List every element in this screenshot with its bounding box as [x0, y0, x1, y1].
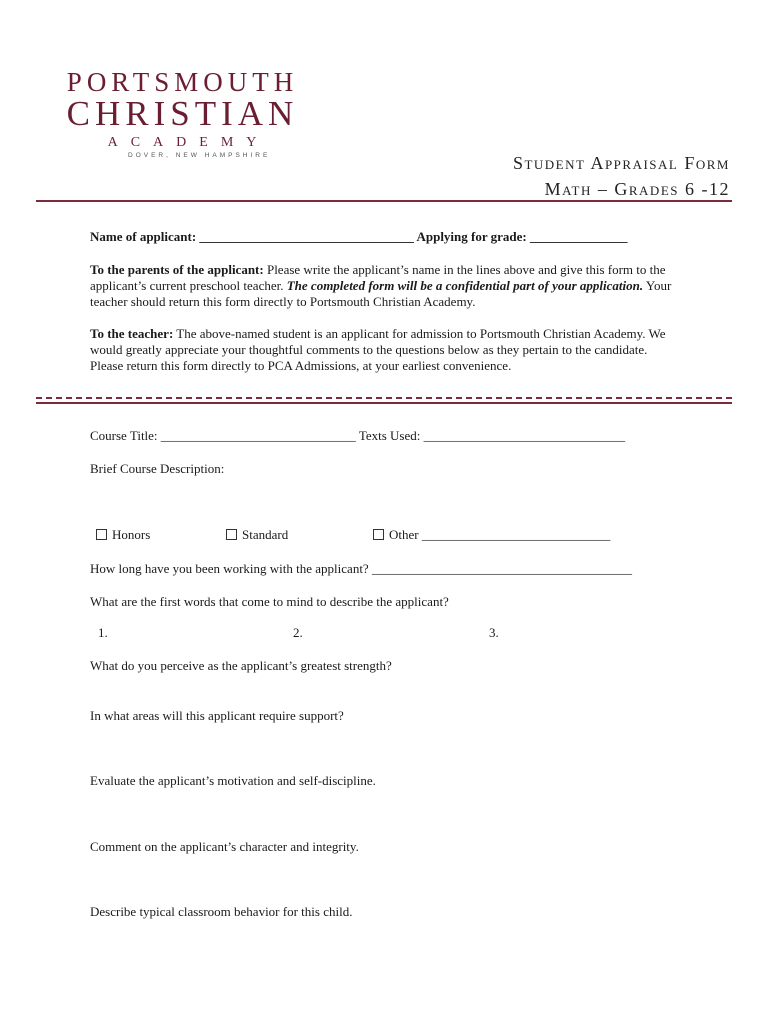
section-divider-solid [36, 402, 732, 404]
honors-label: Honors [112, 527, 151, 542]
course-line [90, 428, 625, 444]
logo-christian: CHRISTIAN [66, 94, 299, 133]
parents-return-text: Your teacher should return this form directly to Portsmouth Christian Academy. [90, 278, 672, 309]
how-long-label: How long have you been working with the applicant? [90, 561, 369, 576]
teacher-instructions [90, 326, 680, 374]
grade-field[interactable]: _______________ [529, 229, 628, 244]
header-divider [36, 200, 732, 202]
support-question: In what areas will this applicant require support? [90, 708, 344, 723]
first-word-2-number: 2. [293, 625, 303, 640]
form-title-line2: Math – Grades 6 -12 [544, 179, 730, 199]
teacher-text: The above-named student is an applicant for admission to Portsmouth Christian Academy. We would greatly appreciate your thoughtful comments to the questions below as they pertain to the candidate. Please return this form directly to PCA Admissions, at your earliest convenience. [90, 326, 666, 373]
texts-used-field[interactable]: _______________________________ [423, 428, 626, 443]
standard-option[interactable] [226, 527, 288, 543]
course-description-label: Brief Course Description: [90, 461, 225, 476]
standard-checkbox[interactable] [226, 529, 237, 540]
logo-portsmouth: PORTSMOUTH [66, 67, 299, 97]
name-label: Name of applicant: [90, 229, 197, 244]
section-divider-dashed [36, 397, 732, 399]
behavior-question: Describe typical classroom behavior for this child. [90, 904, 353, 919]
course-title-field[interactable]: ______________________________ [160, 428, 356, 443]
grade-label: Applying for grade: [416, 229, 527, 244]
parents-text: Please write the applicant’s name in the lines above and give this form to the applicant’s current preschool teacher. [90, 262, 666, 293]
other-checkbox[interactable] [373, 529, 384, 540]
standard-label: Standard [242, 527, 289, 542]
how-long-question [90, 561, 632, 577]
course-title-label: Course Title: [90, 428, 158, 443]
teacher-label: To the teacher: [90, 326, 174, 341]
logo-academy: ACADEMY [107, 135, 270, 150]
other-option[interactable] [373, 527, 610, 543]
honors-option[interactable] [96, 527, 150, 543]
honors-checkbox[interactable] [96, 529, 107, 540]
other-label: Other [389, 527, 419, 542]
character-question: Comment on the applicant’s character and integrity. [90, 839, 359, 854]
form-title-line1: Student Appraisal Form [512, 153, 730, 173]
name-field[interactable]: _________________________________ [199, 229, 414, 244]
school-logo [60, 68, 305, 152]
logo-tagline: DOVER, NEW HAMPSHIRE [128, 152, 271, 159]
strength-question: What do you perceive as the applicant’s greatest strength? [90, 658, 392, 673]
parents-instructions [90, 262, 680, 310]
first-words-question: What are the first words that come to mind to describe the applicant? [90, 594, 449, 609]
form-title [513, 150, 730, 202]
motivation-question: Evaluate the applicant’s motivation and self-discipline. [90, 773, 376, 788]
applicant-line [90, 229, 627, 245]
confidential-note: The completed form will be a confidential part of your application. [286, 278, 644, 293]
first-word-3-number: 3. [489, 625, 499, 640]
other-field[interactable]: _____________________________ [421, 527, 611, 542]
first-word-1-number: 1. [98, 625, 108, 640]
how-long-field[interactable]: ________________________________________ [371, 561, 632, 576]
parents-label: To the parents of the applicant: [90, 262, 264, 277]
texts-used-label: Texts Used: [358, 428, 421, 443]
